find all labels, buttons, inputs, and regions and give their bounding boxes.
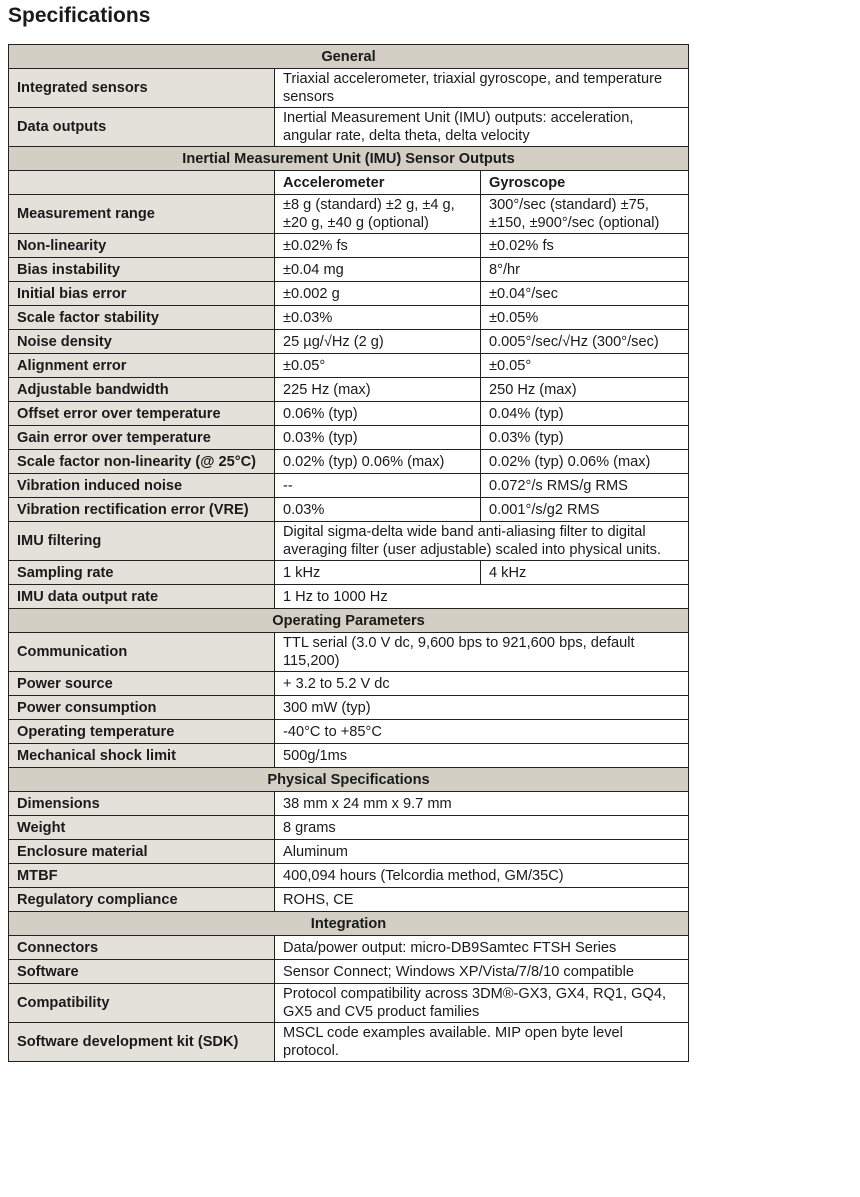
spec-value: Data/power output: micro-DB9Samtec FTSH Series (275, 936, 689, 960)
spec-row (9, 672, 689, 696)
column-header-accelerometer: Accelerometer (275, 171, 481, 195)
spec-label: Sampling rate (9, 561, 275, 585)
gyro-value: 0.04% (typ) (481, 402, 689, 426)
gyro-value: ±0.02% fs (481, 234, 689, 258)
spec-row (9, 426, 689, 450)
spec-label: Software (9, 960, 275, 984)
spec-label: Mechanical shock limit (9, 744, 275, 768)
spec-label: Compatibility (9, 984, 275, 1023)
accel-value: -- (275, 474, 481, 498)
spec-row (9, 936, 689, 960)
gyro-value: 0.001°/s/g2 RMS (481, 498, 689, 522)
spec-row (9, 258, 689, 282)
spec-label: Communication (9, 633, 275, 672)
spec-row (9, 792, 689, 816)
spec-row (9, 744, 689, 768)
spec-row (9, 402, 689, 426)
spec-value: Digital sigma-delta wide band anti-aliasing filter to digital averaging filter (user adjustable) scaled into physical units. (275, 522, 689, 561)
accel-value: 0.03% (275, 498, 481, 522)
section-header-row (9, 147, 689, 171)
spec-row (9, 522, 689, 561)
column-header-gyroscope: Gyroscope (481, 171, 689, 195)
spec-row (9, 195, 689, 234)
spec-label: MTBF (9, 864, 275, 888)
spec-label: Measurement range (9, 195, 275, 234)
spec-row (9, 282, 689, 306)
spec-row (9, 864, 689, 888)
specifications-table (8, 44, 689, 1062)
page-title: Specifications (8, 4, 151, 27)
spec-value: MSCL code examples available. MIP open byte level protocol. (275, 1023, 689, 1062)
spec-label: Vibration rectification error (VRE) (9, 498, 275, 522)
spec-label: Power source (9, 672, 275, 696)
spec-value: ROHS, CE (275, 888, 689, 912)
spec-value: 500g/1ms (275, 744, 689, 768)
spec-row (9, 816, 689, 840)
gyro-value: 0.072°/s RMS/g RMS (481, 474, 689, 498)
spec-row (9, 108, 689, 147)
spec-value: -40°C to +85°C (275, 720, 689, 744)
accel-value: 25 µg/√Hz (2 g) (275, 330, 481, 354)
spec-label: Offset error over temperature (9, 402, 275, 426)
section-header-row (9, 45, 689, 69)
imu-column-header-row (9, 171, 689, 195)
spec-row (9, 498, 689, 522)
gyro-value: 0.02% (typ) 0.06% (max) (481, 450, 689, 474)
spec-label: Non-linearity (9, 234, 275, 258)
gyro-value: 300°/sec (standard) ±75, ±150, ±900°/sec (optional) (481, 195, 689, 234)
accel-value: 0.06% (typ) (275, 402, 481, 426)
spec-row (9, 474, 689, 498)
spec-value: 400,094 hours (Telcordia method, GM/35C) (275, 864, 689, 888)
gyro-value: ±0.04°/sec (481, 282, 689, 306)
spec-label: IMU filtering (9, 522, 275, 561)
spec-label: Noise density (9, 330, 275, 354)
spec-row (9, 561, 689, 585)
spec-row (9, 984, 689, 1023)
section-header-imu: Inertial Measurement Unit (IMU) Sensor Outputs (9, 147, 689, 171)
spec-value: Triaxial accelerometer, triaxial gyroscope, and temperature sensors (275, 69, 689, 108)
section-header-operating: Operating Parameters (9, 609, 689, 633)
accel-value: ±0.02% fs (275, 234, 481, 258)
spec-row (9, 840, 689, 864)
spec-row (9, 378, 689, 402)
spec-label: Alignment error (9, 354, 275, 378)
spec-label: Enclosure material (9, 840, 275, 864)
spec-row (9, 633, 689, 672)
spec-label: Bias instability (9, 258, 275, 282)
spec-row (9, 696, 689, 720)
spec-row (9, 69, 689, 108)
gyro-value: 4 kHz (481, 561, 689, 585)
section-header-row (9, 609, 689, 633)
spec-value: Inertial Measurement Unit (IMU) outputs: acceleration, angular rate, delta theta, delta velocity (275, 108, 689, 147)
spec-label: Power consumption (9, 696, 275, 720)
gyro-value: ±0.05% (481, 306, 689, 330)
accel-value: 225 Hz (max) (275, 378, 481, 402)
gyro-value: ±0.05° (481, 354, 689, 378)
section-header-physical: Physical Specifications (9, 768, 689, 792)
accel-value: 1 kHz (275, 561, 481, 585)
spec-label: Operating temperature (9, 720, 275, 744)
spec-value: + 3.2 to 5.2 V dc (275, 672, 689, 696)
spec-label: Dimensions (9, 792, 275, 816)
spec-row (9, 720, 689, 744)
section-header-general: General (9, 45, 689, 69)
accel-value: ±0.002 g (275, 282, 481, 306)
spec-label: Vibration induced noise (9, 474, 275, 498)
spec-label: Adjustable bandwidth (9, 378, 275, 402)
spec-label: Scale factor stability (9, 306, 275, 330)
spec-value: 1 Hz to 1000 Hz (275, 585, 689, 609)
spec-row (9, 306, 689, 330)
spec-row (9, 585, 689, 609)
section-header-row (9, 912, 689, 936)
spec-row (9, 450, 689, 474)
section-header-integration: Integration (9, 912, 689, 936)
gyro-value: 250 Hz (max) (481, 378, 689, 402)
spec-row (9, 354, 689, 378)
spec-label: Data outputs (9, 108, 275, 147)
spec-label: Connectors (9, 936, 275, 960)
spec-value: 8 grams (275, 816, 689, 840)
spec-label: Gain error over temperature (9, 426, 275, 450)
gyro-value: 0.03% (typ) (481, 426, 689, 450)
spec-row (9, 234, 689, 258)
spec-label: Initial bias error (9, 282, 275, 306)
spec-value: 300 mW (typ) (275, 696, 689, 720)
accel-value: ±0.04 mg (275, 258, 481, 282)
spec-label: Software development kit (SDK) (9, 1023, 275, 1062)
section-header-row (9, 768, 689, 792)
accel-value: ±0.03% (275, 306, 481, 330)
spec-row (9, 960, 689, 984)
spec-row (9, 1023, 689, 1062)
gyro-value: 8°/hr (481, 258, 689, 282)
accel-value: ±0.05° (275, 354, 481, 378)
spec-value: Protocol compatibility across 3DM®-GX3, GX4, RQ1, GQ4, GX5 and CV5 product families (275, 984, 689, 1023)
spec-value: TTL serial (3.0 V dc, 9,600 bps to 921,600 bps, default 115,200) (275, 633, 689, 672)
accel-value: 0.02% (typ) 0.06% (max) (275, 450, 481, 474)
accel-value: 0.03% (typ) (275, 426, 481, 450)
spec-label: Integrated sensors (9, 69, 275, 108)
spec-label: Regulatory compliance (9, 888, 275, 912)
spec-label: Scale factor non-linearity (@ 25°C) (9, 450, 275, 474)
spec-row (9, 330, 689, 354)
spec-label: IMU data output rate (9, 585, 275, 609)
spec-value: Sensor Connect; Windows XP/Vista/7/8/10 compatible (275, 960, 689, 984)
spec-row (9, 888, 689, 912)
gyro-value: 0.005°/sec/√Hz (300°/sec) (481, 330, 689, 354)
spec-value: 38 mm x 24 mm x 9.7 mm (275, 792, 689, 816)
spec-label: Weight (9, 816, 275, 840)
blank-cell (9, 171, 275, 195)
accel-value: ±8 g (standard) ±2 g, ±4 g, ±20 g, ±40 g (optional) (275, 195, 481, 234)
spec-value: Aluminum (275, 840, 689, 864)
